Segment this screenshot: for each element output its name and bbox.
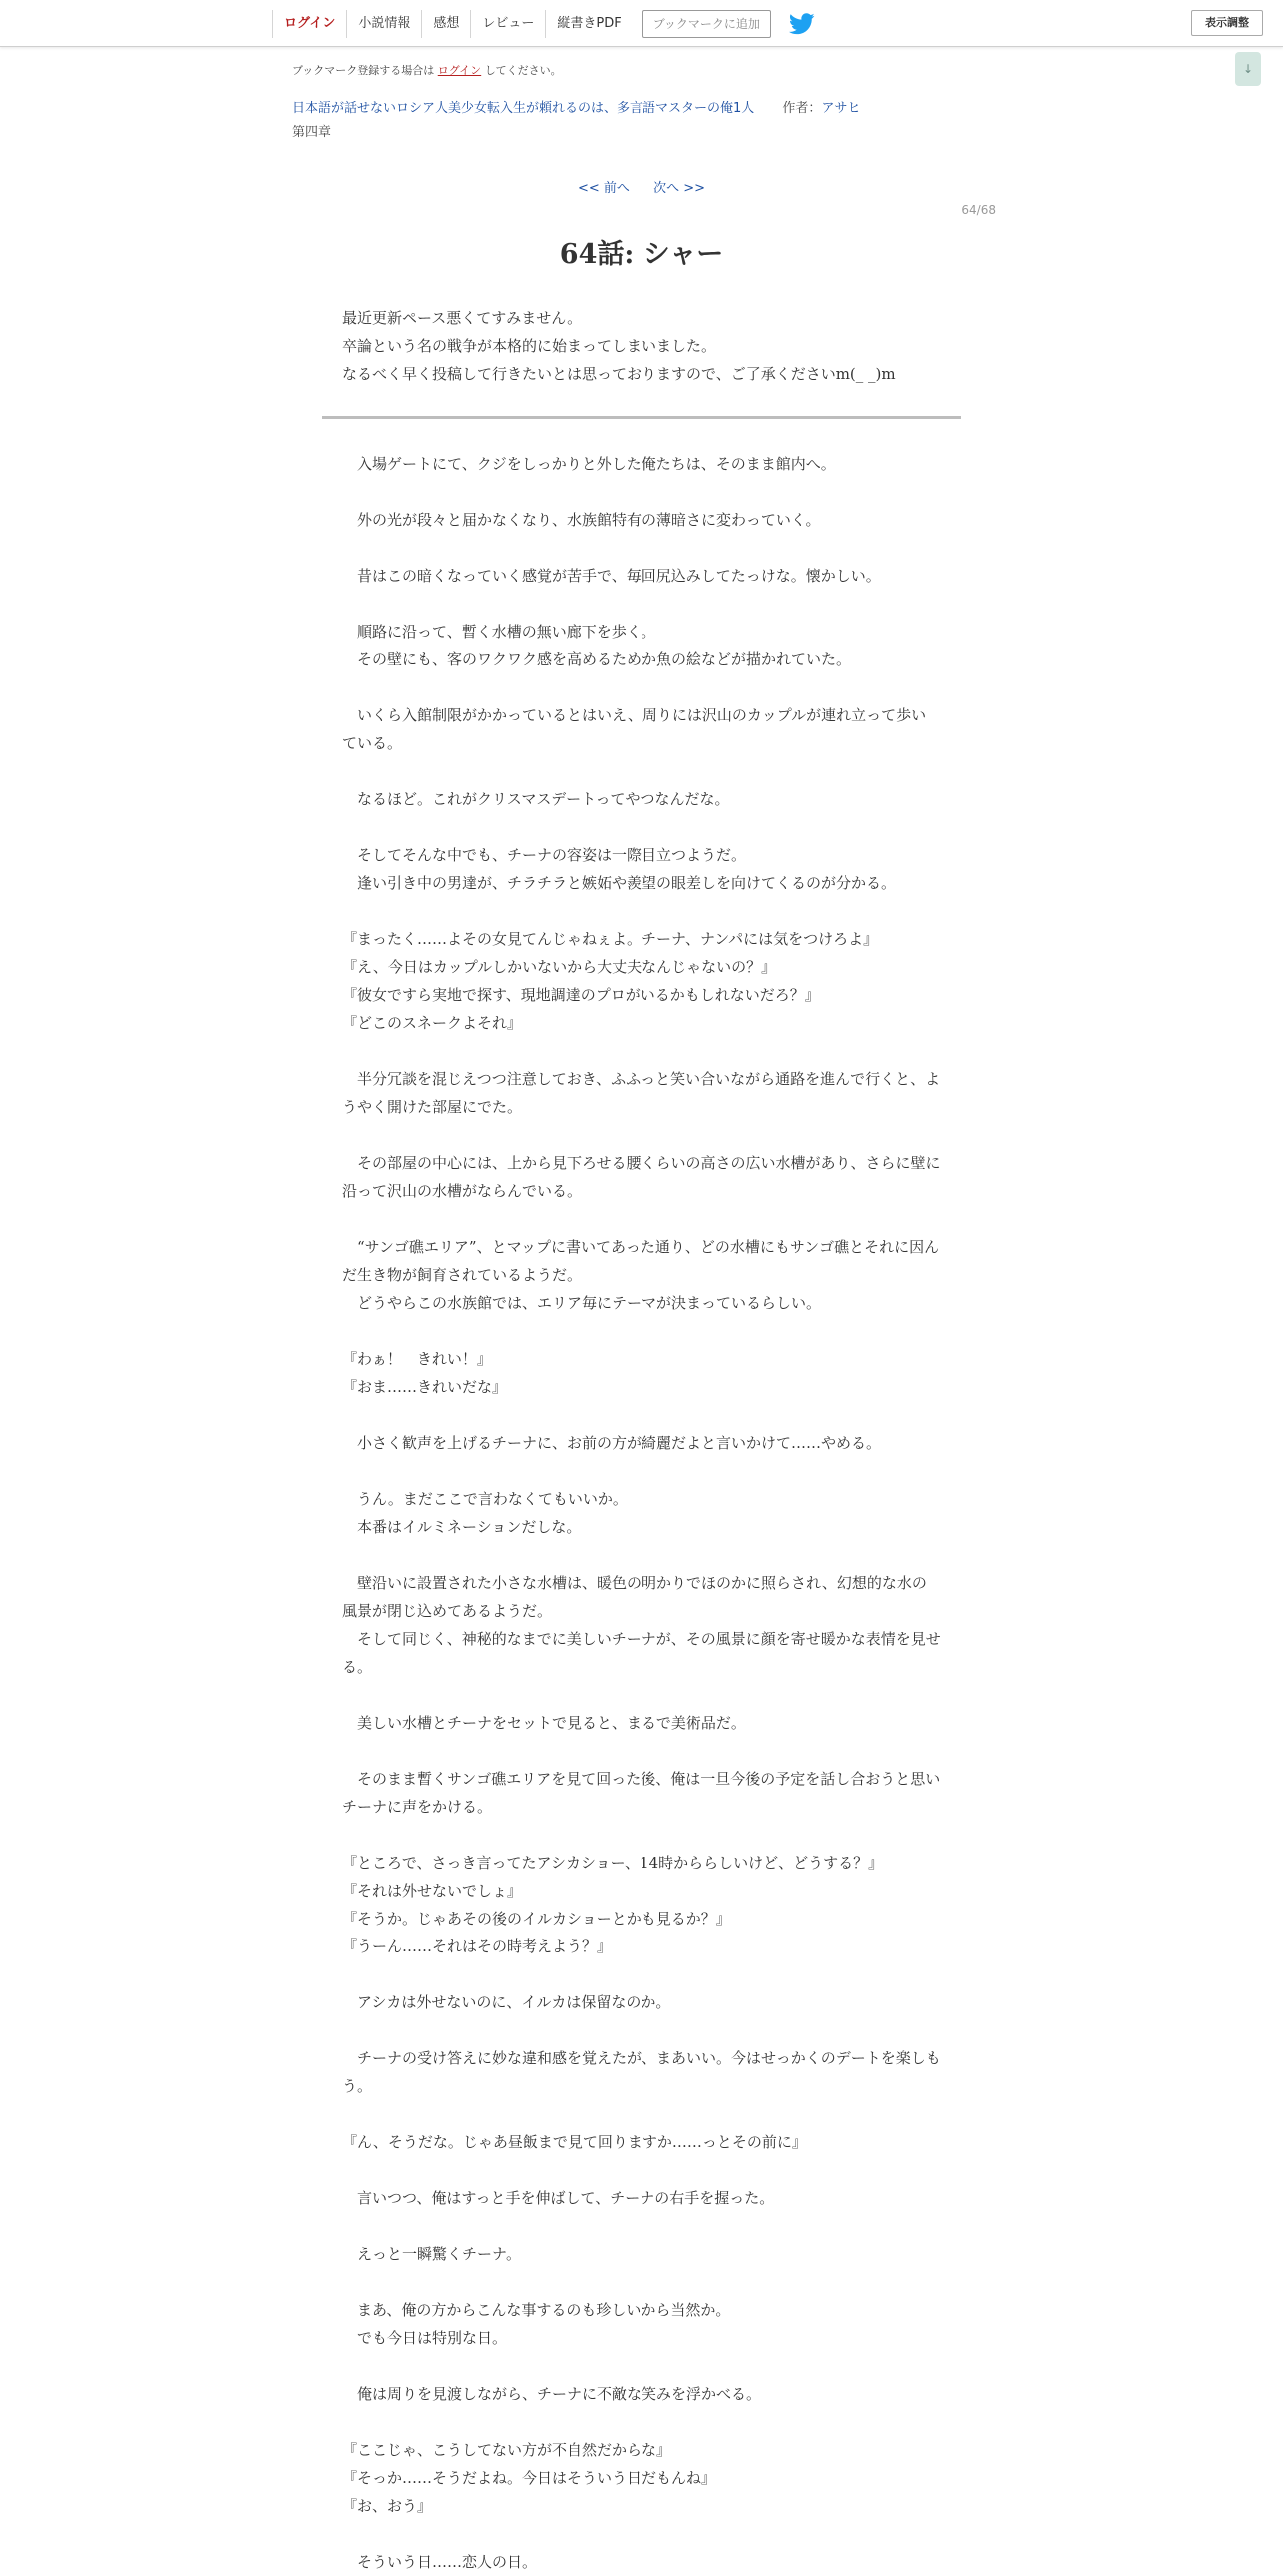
body-line (342, 2212, 941, 2240)
body-line: 『どこのスネークよそれ』 (342, 1014, 523, 1032)
body-line: そのまま暫くサンゴ礁エリアを見て回った後、俺は一旦今後の予定を話し合おうと思いチーナに声をかける。 (342, 1770, 941, 1816)
body-line: 小さく歓声を上げるチーナに、お前の方が綺麗だよと言いかけて……やめる。 (342, 1434, 882, 1452)
review-link[interactable]: レビュー (470, 10, 545, 38)
body-line: うん。まだここで言わなくてもいいか。 (342, 1490, 628, 1508)
body-line (342, 1205, 941, 1233)
preface-line: 卒論という名の戦争が本格的に始まってしまいました。 (342, 337, 717, 355)
preface-line: なるべく早く投稿して行きたいとは思っておりますので、ご了承くださいm(_ _)m (342, 365, 896, 383)
body-line: 俺は周りを見渡しながら、チーナに不敵な笑みを浮かべる。 (342, 2385, 762, 2403)
body-line: 『ん、そうだな。じゃあ昼飯まで見て回りますか……っとその前に』 (342, 2133, 807, 2151)
novel-title-link[interactable]: 日本語が話せないロシア人美少女転入生が頼れるのは、多言語マスターの俺1人 (292, 101, 755, 116)
bookmark-notice-before: ブックマーク登録する場合は (292, 64, 435, 77)
body-line: その部屋の中心には、上から見下ろせる腰くらいの高さの広い水槽があり、さらに壁に沿って沢山の水槽がならんでいる。 (342, 1154, 941, 1200)
impressions-link[interactable]: 感想 (421, 10, 470, 38)
vertical-pdf-link[interactable]: 縦書きPDF (545, 10, 632, 38)
body-line: えっと一瞬驚くチーナ。 (342, 2245, 521, 2263)
body-line: 『まったく……よその女見てんじゃねぇよ。チーナ、ナンパには気をつけろよ』 (342, 930, 879, 948)
body-line (342, 813, 941, 841)
body-line (342, 2016, 941, 2044)
episode-pager (0, 177, 1283, 196)
body-line: いくら入館制限がかかっているとはいえ、周りには沢山のカップルが連れ立って歩いている。 (342, 706, 927, 752)
body-line (342, 1541, 941, 1569)
body-line (342, 2268, 941, 2296)
body-line: チーナの受け答えに妙な違和感を覚えたが、まあいい。今はせっかくのデートを楽しもう。 (342, 2049, 941, 2095)
body-line (342, 1681, 941, 1709)
novel-body (342, 450, 941, 2576)
chapter-title: 第四章 (292, 125, 332, 140)
body-line (342, 1737, 941, 1765)
body-line (342, 1457, 941, 1485)
login-link[interactable]: ログイン (272, 10, 346, 38)
body-line: 『え、今日はカップルしかいないから大丈夫なんじゃないの？』 (342, 958, 777, 976)
body-line: 順路に沿って、暫く水槽の無い廊下を歩く。 (342, 623, 656, 641)
display-adjust-button[interactable]: 表示調整 (1191, 10, 1263, 36)
body-line: そして同じく、神秘的なまでに美しいチーナが、その風景に顔を寄せ暖かな表情を見せる。 (342, 1630, 941, 1676)
preface-divider (322, 416, 961, 419)
body-line: 『それは外せないでしょ』 (342, 1882, 523, 1900)
body-line: 『そっか……そうだよね。今日はそういう日だもんね』 (342, 2469, 717, 2487)
body-line: 『お、おう』 (342, 2497, 433, 2515)
episode-counter: 64/68 (961, 203, 996, 217)
body-line: 美しい水槽とチーナをセットで見ると、まるで美術品だ。 (342, 1714, 746, 1732)
scroll-down-button[interactable]: ↓ (1235, 52, 1261, 86)
body-line: “サンゴ礁エリア”、とマップに書いてあった通り、どの水槽にもサンゴ礁とそれに因んだ生き物が飼育されているようだ。 (342, 1238, 940, 1284)
body-line: 昔はこの暗くなっていく感覚が苦手で、毎回尻込みしてたっけな。懐かしい。 (342, 567, 881, 585)
body-line: 『そうか。じゃあその後のイルカショーとかも見るか？』 (342, 1910, 731, 1928)
body-line: そしてそんな中でも、チーナの容姿は一際目立つようだ。 (342, 846, 747, 864)
body-line: その壁にも、客のワクワク感を高めるためか魚の絵などが描かれていた。 (342, 650, 852, 668)
body-line (342, 2520, 941, 2548)
body-line: どうやらこの水族館では、エリア毎にテーマが決まっているらしい。 (342, 1294, 822, 1312)
body-line: 半分冗談を混じえつつ注意しておき、ふふっと笑い合いながら通路を進んで行くと、ようやく開けた部屋にでた。 (342, 1070, 941, 1116)
body-line (342, 1317, 941, 1345)
author-preface (342, 304, 941, 388)
body-line (342, 673, 941, 701)
global-nav (272, 9, 815, 39)
body-line: 壁沿いに設置された小さな水槽は、暖色の明かりでほのかに照らされ、幻想的な水の風景が閉じ込めてあるようだ。 (342, 1574, 927, 1620)
author-link[interactable]: アサヒ (821, 101, 861, 116)
body-line (342, 1821, 941, 1849)
body-line: 『ところで、さっき言ってたアシカショー、14時かららしいけど、どうする？』 (342, 1854, 884, 1872)
body-line (342, 590, 941, 618)
body-line: 本番はイルミネーションだしな。 (342, 1518, 582, 1536)
body-line: 逢い引き中の男達が、チラチラと嫉妬や羨望の眼差しを向けてくるのが分かる。 (342, 874, 897, 892)
body-line: 『わぁ！ きれい！』 (342, 1350, 492, 1368)
body-line (342, 1960, 941, 1988)
body-line: でも今日は特別な日。 (342, 2329, 508, 2347)
body-line (342, 2408, 941, 2436)
body-line (342, 534, 941, 562)
body-line (342, 2156, 941, 2184)
body-line: 入場ゲートにて、クジをしっかりと外した俺たちは、そのまま館内へ。 (342, 455, 836, 473)
body-line (342, 1401, 941, 1429)
body-line: 外の光が段々と届かなくなり、水族館特有の薄暗さに変わっていく。 (342, 511, 821, 529)
body-line: 『うーん……それはその時考えよう？』 (342, 1937, 613, 1955)
body-line: アシカは外せないのに、イルカは保留なのか。 (342, 1993, 671, 2011)
episode-title: 64話: シャー (559, 239, 724, 270)
next-episode-link[interactable]: 次へ >> (653, 181, 705, 196)
novel-info-link[interactable]: 小説情報 (346, 10, 421, 38)
preface-line: 最近更新ペース悪くてすみません。 (342, 309, 583, 327)
body-line: まあ、俺の方からこんな事するのも珍しいから当然か。 (342, 2301, 731, 2319)
body-line: 『おま……きれいだな』 (342, 1378, 508, 1396)
body-line (342, 757, 941, 785)
bookmark-login-link[interactable]: ログイン (437, 64, 482, 77)
author-label: 作者： (782, 101, 822, 116)
prev-episode-link[interactable]: << 前へ (578, 181, 630, 196)
body-line: 『彼女ですら実地で探す、現地調達のプロがいるかもしれないだろ？』 (342, 986, 820, 1004)
bookmark-notice-after: してください。 (484, 64, 562, 77)
bookmark-notice (292, 62, 562, 78)
body-line (342, 478, 941, 506)
twitter-bird-icon[interactable] (789, 13, 815, 35)
body-line (342, 2100, 941, 2128)
body-line (342, 1037, 941, 1065)
body-line: 言いつつ、俺はすっと手を伸ばして、チーナの右手を握った。 (342, 2189, 775, 2207)
body-line (342, 1121, 941, 1149)
body-line: そういう日……恋人の日。 (342, 2553, 538, 2571)
site-header (0, 0, 1283, 47)
body-line: 『ここじゃ、こうしてない方が不自然だからな』 (342, 2441, 672, 2459)
body-line: なるほど。これがクリスマスデートってやつなんだな。 (342, 790, 730, 808)
body-line (342, 897, 941, 925)
body-line (342, 2352, 941, 2380)
novel-info (292, 97, 860, 116)
add-bookmark-button[interactable]: ブックマークに追加 (642, 10, 771, 38)
